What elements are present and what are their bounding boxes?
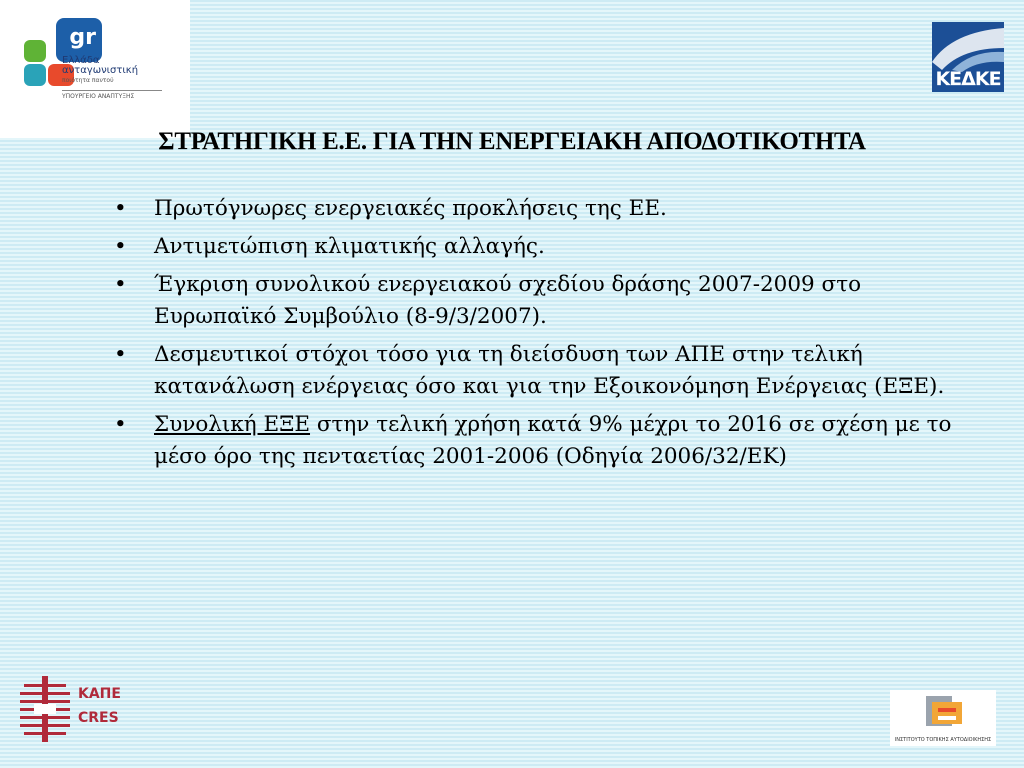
kedke-text: ΚΕΔΚΕ [935, 68, 1001, 90]
bullet-icon: • [114, 412, 127, 437]
slide-title: ΣΤΡΑΤΗΓΙΚΗ Ε.Ε. ΓΙΑ ΤΗΝ ΕΝΕΡΓΕΙΑΚΗ ΑΠΟΔΟΤΙΚΟΤΗΤΑ [158, 128, 866, 155]
bullet-underlined-text: Συνολική ΕΞΕ [154, 412, 311, 437]
institute-caption: ΙΝΣΤΙΤΟΥΤΟ ΤΟΠΙΚΗΣ ΑΥΤΟΔΙΟΙΚΗΣΗΣ [894, 737, 992, 743]
institute-emblem [890, 690, 996, 736]
gr-badge: gr [56, 18, 102, 62]
bullet-text: Δεσμευτικοί στόχοι τόσο για τη διείσδυση των ΑΠΕ στην τελική κατανάλωση ενέργειας όσο και για την Εξοικονόμηση Ενέργειας (ΕΞΕ). [154, 342, 945, 399]
list-item [110, 231, 970, 263]
bullet-icon: • [114, 342, 127, 367]
cres-text-greek: ΚΑΠΕ [78, 686, 121, 702]
bullet-text: Έγκριση συνολικού ενεργειακού σχεδίου δράσης 2007-2009 στο Ευρωπαϊκό Συμβούλιο (8-9/3/2007). [154, 272, 862, 329]
bullet-icon: • [114, 272, 127, 297]
bullet-list [110, 193, 970, 479]
cres-logo [20, 672, 120, 746]
cres-emblem [20, 674, 70, 744]
list-item [110, 193, 970, 225]
greece-competitive-logo [0, 0, 190, 138]
list-item [110, 339, 970, 403]
bullet-icon: • [114, 196, 127, 221]
logo-text-4: ΥΠΟΥΡΓΕΙΟ ΑΝΑΠΤΥΞΗΣ [62, 93, 135, 100]
logo-text-3: ποιότητα παντού [62, 77, 114, 84]
logo-text-1: Ελλάδα [62, 55, 100, 66]
teal-square [24, 64, 46, 86]
bullet-icon: • [114, 234, 127, 259]
list-item [110, 409, 970, 473]
logo-text-2: ανταγωνιστική [62, 65, 139, 76]
logo-divider [62, 90, 162, 91]
bullet-text: στην τελική χρήση κατά 9% μέχρι το 2016 σε σχέση με το μέσο όρο της πενταετίας 2001-2006 (Οδηγία 2006/32/ΕΚ) [154, 412, 952, 469]
list-item [110, 269, 970, 333]
bullet-text: Αντιμετώπιση κλιματικής αλλαγής. [154, 234, 545, 259]
bullet-text: Πρωτόγνωρες ενεργειακές προκλήσεις της ΕΕ. [154, 196, 667, 221]
kedke-logo [932, 22, 1004, 92]
cres-text-latin: CRES [78, 710, 119, 726]
green-square [24, 40, 46, 62]
institute-logo [890, 690, 996, 746]
